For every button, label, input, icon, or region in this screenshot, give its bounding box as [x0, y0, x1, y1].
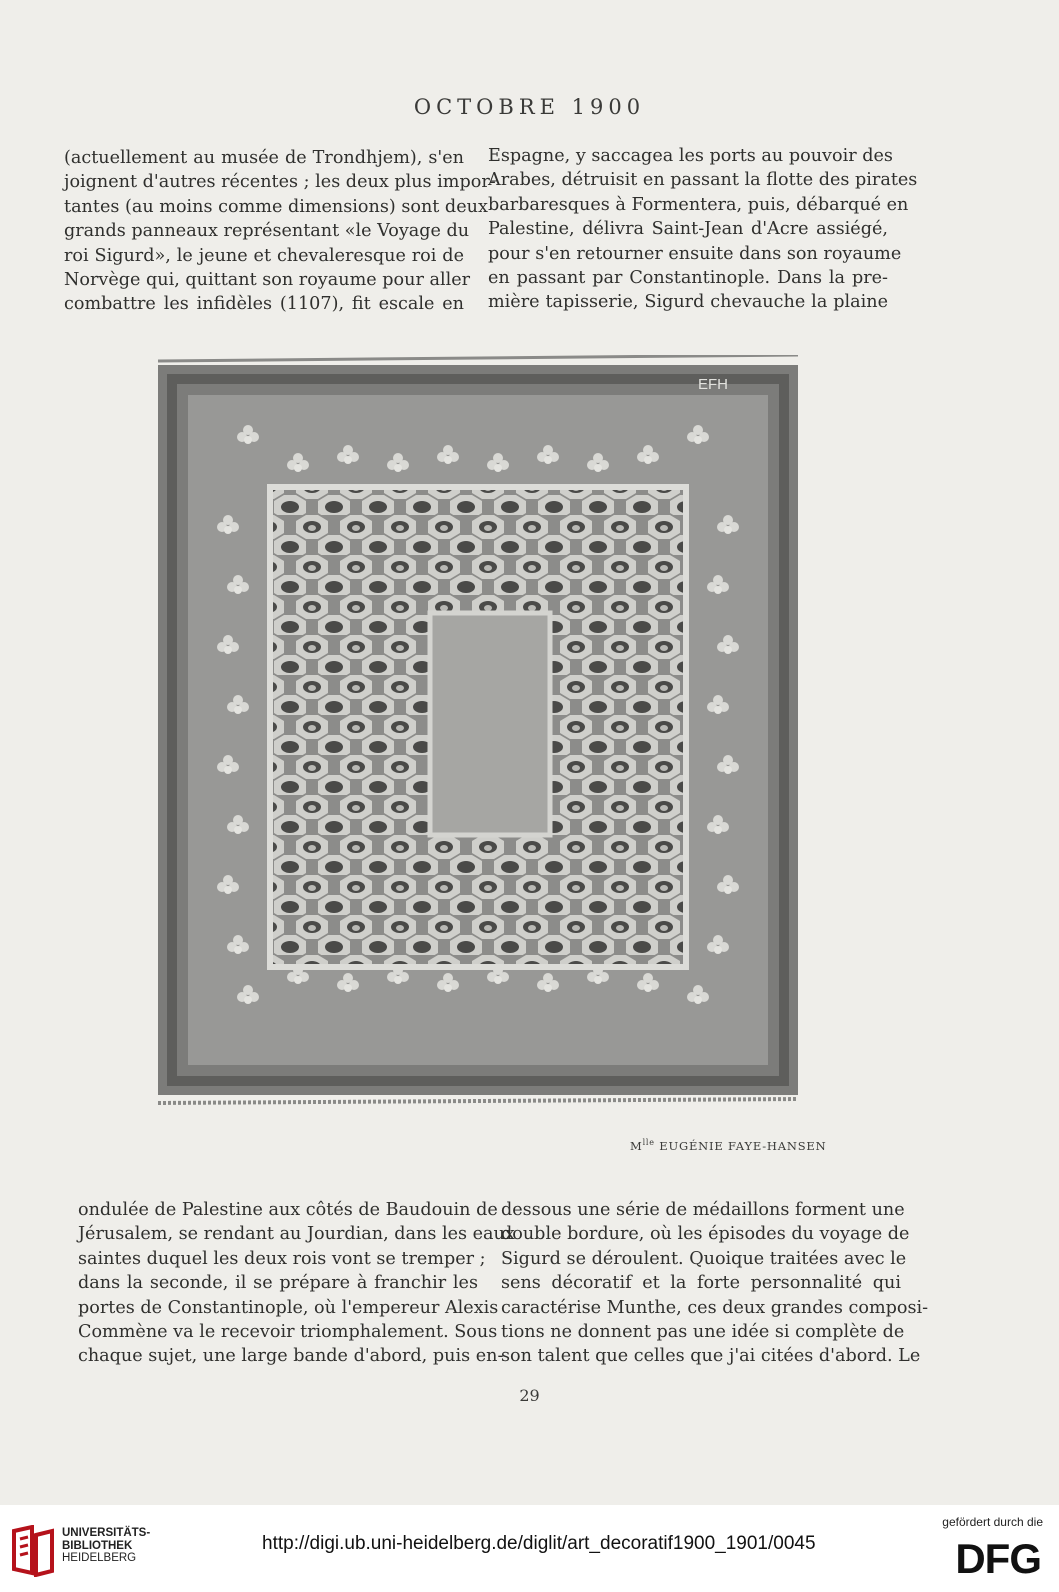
text-line: en passant par Constantinople. Dans la pre- — [488, 268, 888, 289]
text-line: joignent d'autres récentes ; les deux plus impor- — [64, 172, 496, 193]
text-line: combattre les infidèles (1107), fit escale en — [64, 294, 464, 315]
text-line: Sigurd se déroulent. Quoique traitées avec le — [501, 1248, 907, 1269]
text-line: chaque sujet, une large bande d'abord, puis en- — [78, 1346, 504, 1367]
library-logo-icon[interactable] — [10, 1525, 56, 1577]
text-line: roi Sigurd», le jeune et chevaleresque roi de — [64, 245, 464, 266]
library-name-line: UNIVERSITÄTS- — [62, 1527, 151, 1539]
caption-prefix: M — [630, 1138, 643, 1153]
text-line: pour s'en retourner ensuite dans son royaume — [488, 243, 902, 264]
text-line: son talent que celles que j'ai citées d'abord. Le — [501, 1346, 921, 1367]
dfg-logo[interactable]: DFG — [955, 1535, 1041, 1582]
library-name-line: HEIDELBERG — [62, 1552, 137, 1564]
caption-name: EUGÉNIE FAYE-HANSEN — [654, 1138, 827, 1153]
text-line: (actuellement au musée de Trondhjem), s'en — [64, 148, 464, 168]
text-line: saintes duquel les deux rois vont se tremper ; — [78, 1248, 486, 1269]
text-column-top-left — [64, 146, 496, 317]
text-line: Espagne, y saccagea les ports au pouvoir des — [488, 146, 893, 166]
text-line: dessous une série de médaillons forment une — [501, 1200, 905, 1220]
page-number: 29 — [519, 1386, 540, 1405]
text-column-bottom-right — [501, 1198, 929, 1369]
text-line: barbaresques à Formentera, puis, débarqué en — [488, 194, 909, 215]
sponsor-text: gefördert durch die — [942, 1515, 1043, 1529]
text-column-bottom-left — [78, 1198, 515, 1369]
text-line: Jérusalem, se rendant au Jourdian, dans les eaux — [78, 1224, 515, 1245]
permalink-url[interactable]: http://digi.ub.uni-heidelberg.de/diglit/art_decoratif1900_1901/0045 — [262, 1533, 816, 1554]
text-line: caractérise Munthe, ces deux grandes composi- — [501, 1297, 929, 1318]
tapestry-monogram: EFH — [698, 376, 728, 393]
text-line: dans la seconde, il se prépare à franchir les — [78, 1273, 478, 1294]
text-line: Palestine, délivra Saint-Jean d'Acre assiégé, — [488, 219, 888, 240]
text-line: sens décoratif et la forte personnalité qui — [501, 1273, 901, 1294]
text-line: grands panneaux représentant «le Voyage du — [64, 221, 470, 242]
text-line: double bordure, où les épisodes du voyage de — [501, 1224, 910, 1245]
plate-caption — [630, 1138, 826, 1153]
text-line: mière tapisserie, Sigurd chevauche la plaine — [488, 292, 888, 313]
text-line: tions ne donnent pas une idée si complète de — [501, 1322, 905, 1343]
digitization-footer — [0, 1505, 1059, 1592]
library-name[interactable] — [62, 1527, 150, 1565]
text-line: Commène va le recevoir triomphalement. Sous — [78, 1322, 498, 1343]
tapestry-plate — [158, 355, 810, 1115]
library-name-line: BIBLIOTHEK — [62, 1539, 133, 1552]
text-line: Norvège qui, quittant son royaume pour aller — [64, 270, 471, 291]
running-head: OCTOBRE 1900 — [413, 95, 646, 119]
text-column-top-right — [488, 144, 918, 315]
text-line: ondulée de Palestine aux côtés de Baudouin de — [78, 1200, 498, 1220]
text-line: tantes (au moins comme dimensions) sont deux — [64, 196, 488, 217]
caption-superscript: lle — [642, 1138, 655, 1147]
text-line: portes de Constantinople, où l'empereur Alexis — [78, 1297, 499, 1318]
text-line: Arabes, détruisit en passant la flotte des pirates — [488, 170, 918, 191]
